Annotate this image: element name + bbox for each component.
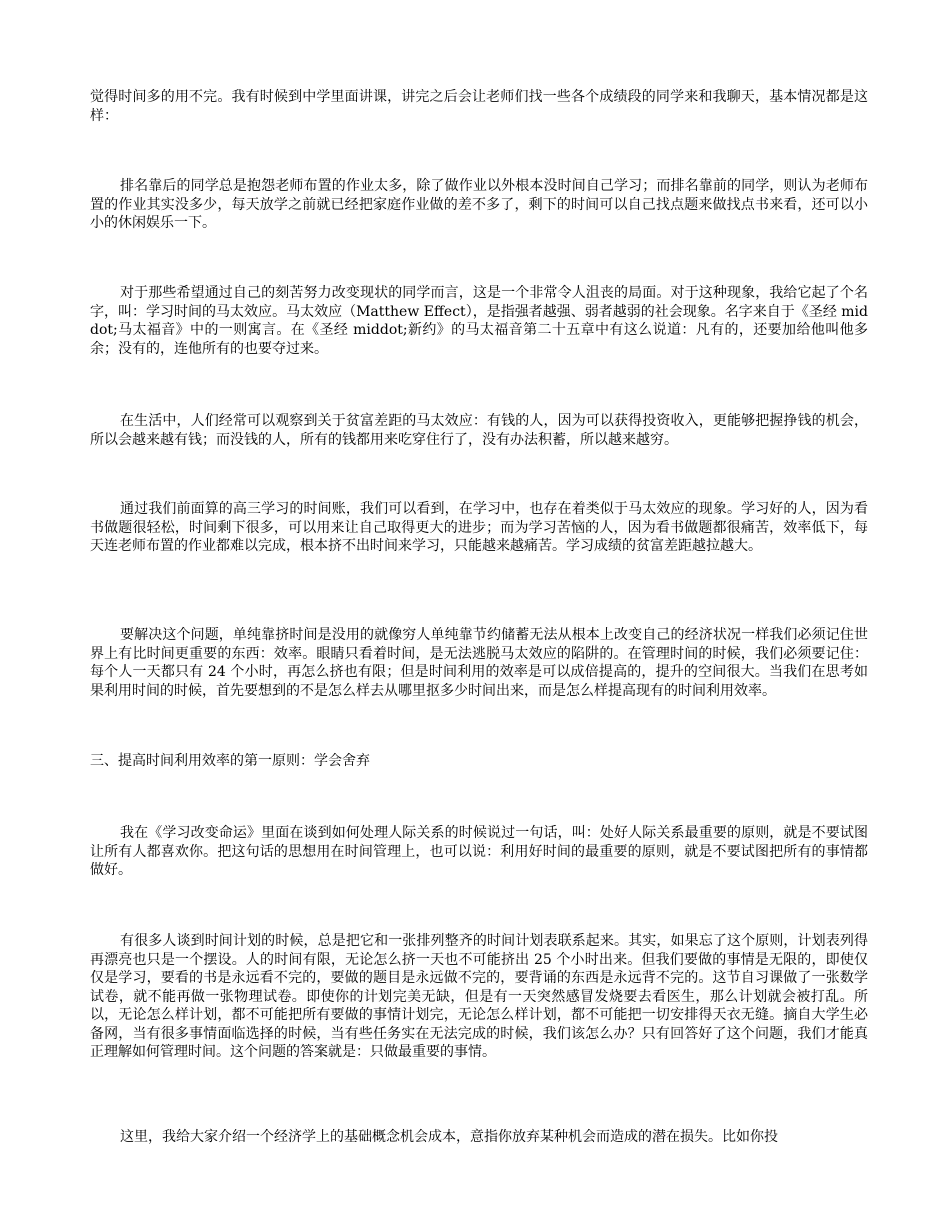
paragraph-9: 这里，我给大家介绍一个经济学上的基础概念机会成本，意指你放弃某种机会而造成的潜在损失。比如你投: [120, 1129, 778, 1145]
paragraph-7: 我在《学习改变命运》里面在谈到如何处理人际关系的时候说过一句话，叫：处好人际关系最重要的原则，就是不要试图让所有人都喜欢你。把这句话的思想用在时间管理上，也可以说：利用好时间的最重要的原则，就是不要试图把所有的事情都做好。: [90, 825, 868, 878]
paragraph-4: 在生活中，人们经常可以观察到关于贫富差距的马太效应：有钱的人，因为可以获得投资收入，更能够把握挣钱的机会，所以会越来越有钱；而没钱的人，所有的钱都用来吃穿住行了，没有办法积蓄，所以越来越穷。: [90, 413, 868, 448]
paragraph-3: 对于那些希望通过自己的刻苦努力改变现状的同学而言，这是一个非常令人沮丧的局面。对于这种现象，我给它起了个名字，叫：学习时间的马太效应。马太效应（Matthew Effect），是指强者越强、弱者越弱的社会现象。名字来自于《圣经 middot;马太福音》中的一则寓言。在《圣经 middot;新约》的马太福音第二十五章中有这么说道：凡有的，还要加给他叫他多余；没有的，连他所有的也要夺过来。: [90, 285, 868, 357]
section-heading: 三、提高时间利用效率的第一原则：学会舍弃: [90, 753, 370, 769]
paragraph-2: 排名靠后的同学总是抱怨老师布置的作业太多，除了做作业以外根本没时间自己学习；而排名靠前的同学，则认为老师布置的作业其实没多少，每天放学之前就已经把家庭作业做的差不多了，剩下的时间可以自己找点题来做找点书来看，还可以小小的休闲娱乐一下。: [90, 178, 868, 231]
paragraph-8: 有很多人谈到时间计划的时候，总是把它和一张排列整齐的时间计划表联系起来。其实，如果忘了这个原则，计划表列得再漂亮也只是一个摆设。人的时间有限，无论怎么挤一天也不可能挤出 25 个小时出来。但我们要做的事情是无限的，即使仅仅是学习，要看的书是永远看不完的，要做的题目是永远做不完的，要背诵的东西是永远背不完的。这节自习课做了一张数学试卷，就不能再做一张物理试卷。即使你的计划完美无缺，但是有一天突然感冒发烧要去看医生，那么计划就会被打乱。所以，无论怎么样计划，都不可能把所有要做的事情计划完，无论怎么样计划，都不可能把一切安排得天衣无缝。摘自大学生必备网，当有很多事情面临选择的时候，当有些任务实在无法完成的时候，我们该怎么办？只有回答好了这个问题，我们才能真正理解如何管理时间。这个问题的答案就是：只做最重要的事情。: [90, 933, 868, 1060]
paragraph-6: 要解决这个问题，单纯靠挤时间是没用的就像穷人单纯靠节约储蓄无法从根本上改变自己的经济状况一样我们必须记住世界上有比时间更重要的东西：效率。眼睛只看着时间，是无法逃脱马太效应的陷阱的。在管理时间的时候，我们必须要记住：每个人一天都只有 24 个小时，再怎么挤也有限；但是时间利用的效率是可以成倍提高的，提升的空间很大。当我们在思考如果利用时间的时候，首先要想到的不是怎么样去从哪里抠多少时间出来，而是怎么样提高现有的时间利用效率。: [90, 627, 868, 699]
paragraph-5: 通过我们前面算的高三学习的时间账，我们可以看到，在学习中，也存在着类似于马太效应的现象。学习好的人，因为看书做题很轻松，时间剩下很多，可以用来让自己取得更大的进步；而为学习苦恼的人，因为看书做题都很痛苦，效率低下，每天连老师布置的作业都难以完成，根本挤不出时间来学习，只能越来越痛苦。学习成绩的贫富差距越拉越大。: [90, 501, 868, 554]
paragraph-1: 觉得时间多的用不完。我有时候到中学里面讲课，讲完之后会让老师们找一些各个成绩段的同学来和我聊天，基本情况都是这样：: [90, 89, 868, 124]
